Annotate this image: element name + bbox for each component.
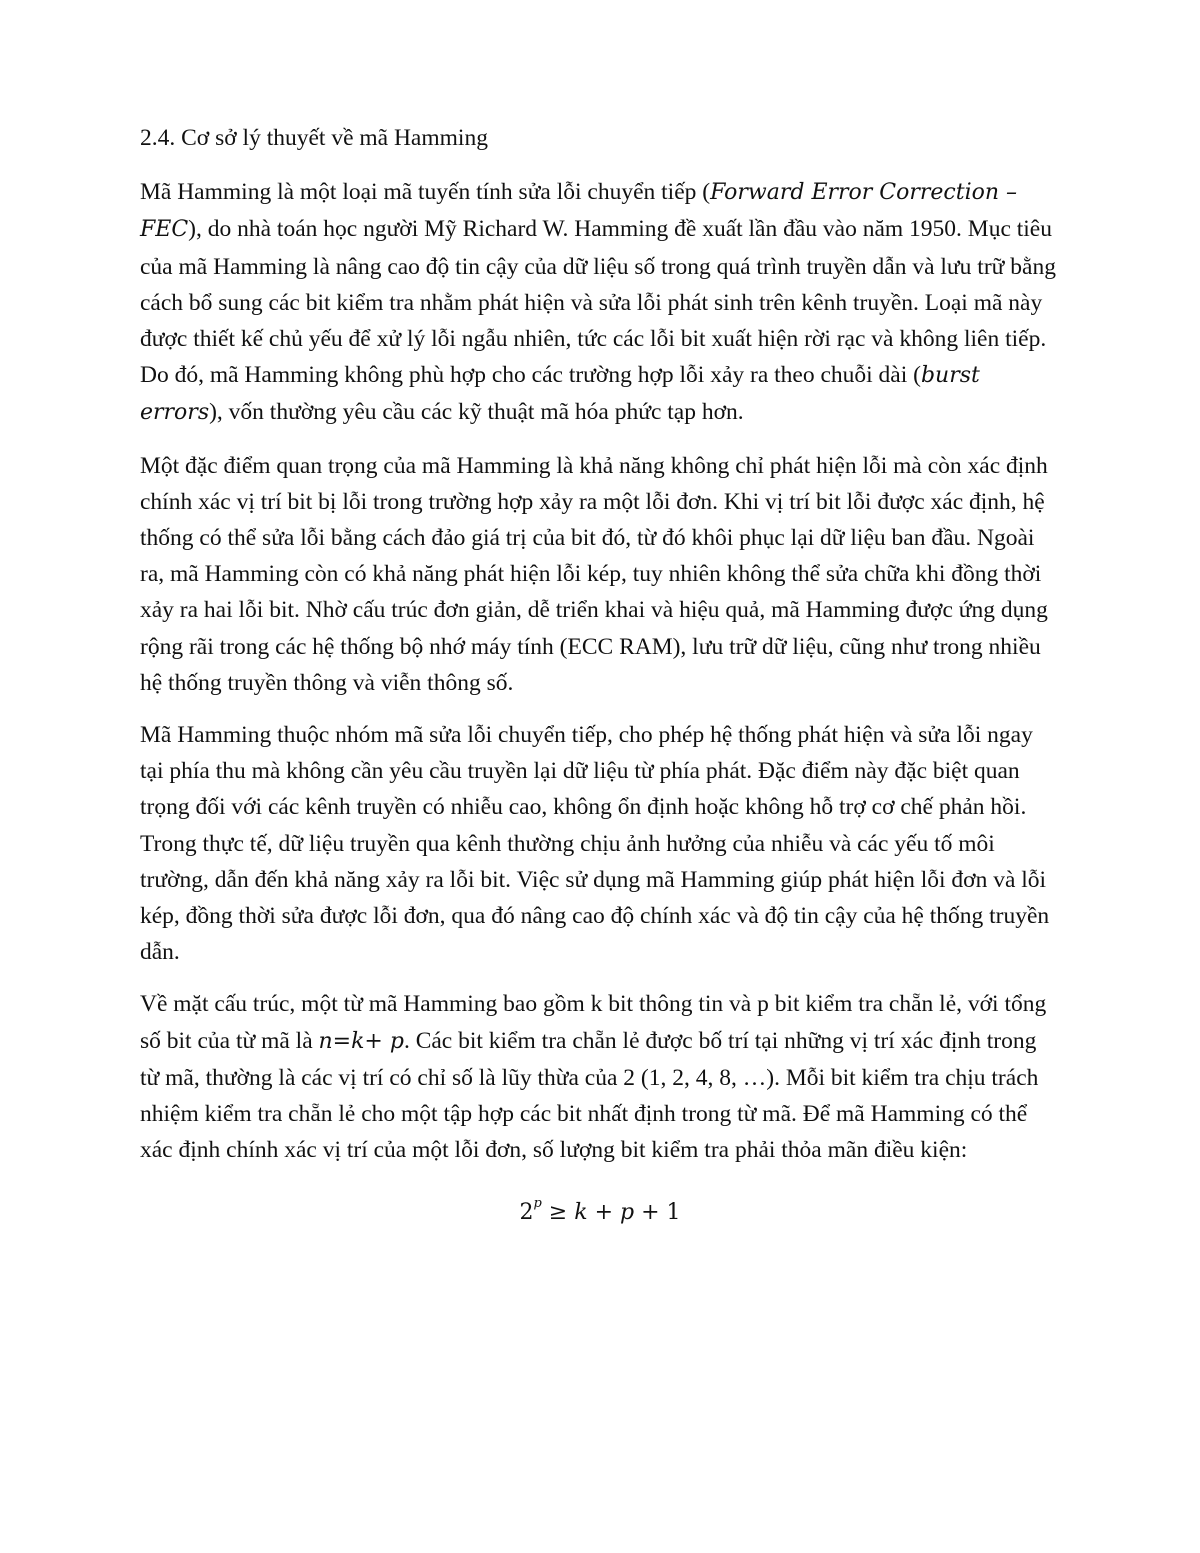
paragraph-4-part-a: Về mặt cấu trúc, một từ mã Hamming bao gồm k bit thông tin và p bit kiểm tra chẵn lẻ, với tổng số bit của từ mã là [140, 991, 1047, 1054]
equation-plus-one: + 1 [634, 1200, 681, 1226]
equation-k: k [574, 1200, 588, 1226]
paragraph-1-italic-burst: burst errors [140, 363, 980, 426]
section-heading: 2.4. Cơ sở lý thuyết về mã Hamming [140, 125, 488, 151]
paragraph-1-part-a: Mã Hamming là một loại mã tuyến tính sửa lỗi chuyển tiếp ( [140, 179, 711, 206]
paragraph-4-part-b: . Các bit kiểm tra chẵn lẻ được bố trí tại những vị trí xác định trong từ mã, thường là các vị trí có chỉ số là lũy thừa của 2 (1, 2, 4, 8, …). Mỗi bit kiểm tra chịu trách nhiệm kiểm tra chẵn lẻ cho một tập hợp các bit nhất định trong từ mã. Để mã Hamming có thể xác định chính xác vị trí của một lỗi đơn, số lượng bit kiểm tra phải thỏa mãn điều kiện: [140, 1027, 1039, 1164]
inline-formula: n=k+ p [318, 1028, 404, 1054]
document-page [140, 120, 1060, 1231]
paragraph-2: Một đặc điểm quan trọng của mã Hamming là khả năng không chỉ phát hiện lỗi mà còn xác định chính xác vị trí bit bị lỗi trong trường hợp xảy ra một lỗi đơn. Khi vị trí bit lỗi được xác định, hệ thống có thể sửa lỗi bằng cách đảo giá trị của bit đó, từ đó khôi phục lại dữ liệu ban đầu. Ngoài ra, mã Hamming còn có khả năng phát hiện lỗi kép, tuy nhiên không thể sửa chữa khi đồng thời xảy ra hai lỗi bit. Nhờ cấu trúc đơn giản, dễ triển khai và hiệu quả, mã Hamming được ứng dụng rộng rãi trong các hệ thống bộ nhớ máy tính (ECC RAM), lưu trữ dữ liệu, cũng như trong nhiều hệ thống truyền thông và viễn thông số. [140, 452, 1048, 696]
equation-exponent: p [533, 1196, 542, 1212]
equation-plus-1: + [587, 1200, 620, 1226]
equation-relation: ≥ [541, 1200, 575, 1226]
paragraph-3: Mã Hamming thuộc nhóm mã sửa lỗi chuyển tiếp, cho phép hệ thống phát hiện và sửa lỗi ngay tại phía thu mà không cần yêu cầu truyền lại dữ liệu từ phía phát. Đặc điểm này đặc biệt quan trọng đối với các kênh truyền có nhiễu cao, không ổn định hoặc không hỗ trợ cơ chế phản hồi. Trong thực tế, dữ liệu truyền qua kênh thường chịu ảnh hưởng của nhiễu và các yếu tố môi trường, dẫn đến khả năng xảy ra lỗi bit. Việc sử dụng mã Hamming giúp phát hiện lỗi đơn và lỗi kép, đồng thời sửa được lỗi đơn, qua đó nâng cao độ chính xác và độ tin cậy của hệ thống truyền dẫn. [140, 722, 1050, 966]
paragraph-1-part-c: ), vốn thường yêu cầu các kỹ thuật mã hóa phức tạp hơn. [209, 399, 744, 426]
equation-p: p [620, 1200, 635, 1226]
paragraph-4 [140, 986, 1060, 1168]
paragraph-1 [140, 174, 1060, 431]
equation-base: 2 [519, 1200, 534, 1226]
paragraph-1-part-b: ), do nhà toán học người Mỹ Richard W. Hamming đề xuất lần đầu vào năm 1950. Mục tiêu của mã Hamming là nâng cao độ tin cậy của dữ liệu số trong quá trình truyền dẫn và lưu trữ bằng cách bổ sung các bit kiểm tra nhằm phát hiện và sửa lỗi phát sinh trên kênh truyền. Loại mã này được thiết kế chủ yếu để xử lý lỗi ngẫu nhiên, tức các lỗi bit xuất hiện rời rạc và không liên tiếp. Do đó, mã Hamming không phù hợp cho các trường hợp lỗi xảy ra theo chuỗi dài ( [140, 216, 1056, 389]
hamming-condition-equation [140, 1186, 1060, 1231]
paragraph-1-italic-fec: Forward Error Correction – FEC [140, 180, 1018, 243]
